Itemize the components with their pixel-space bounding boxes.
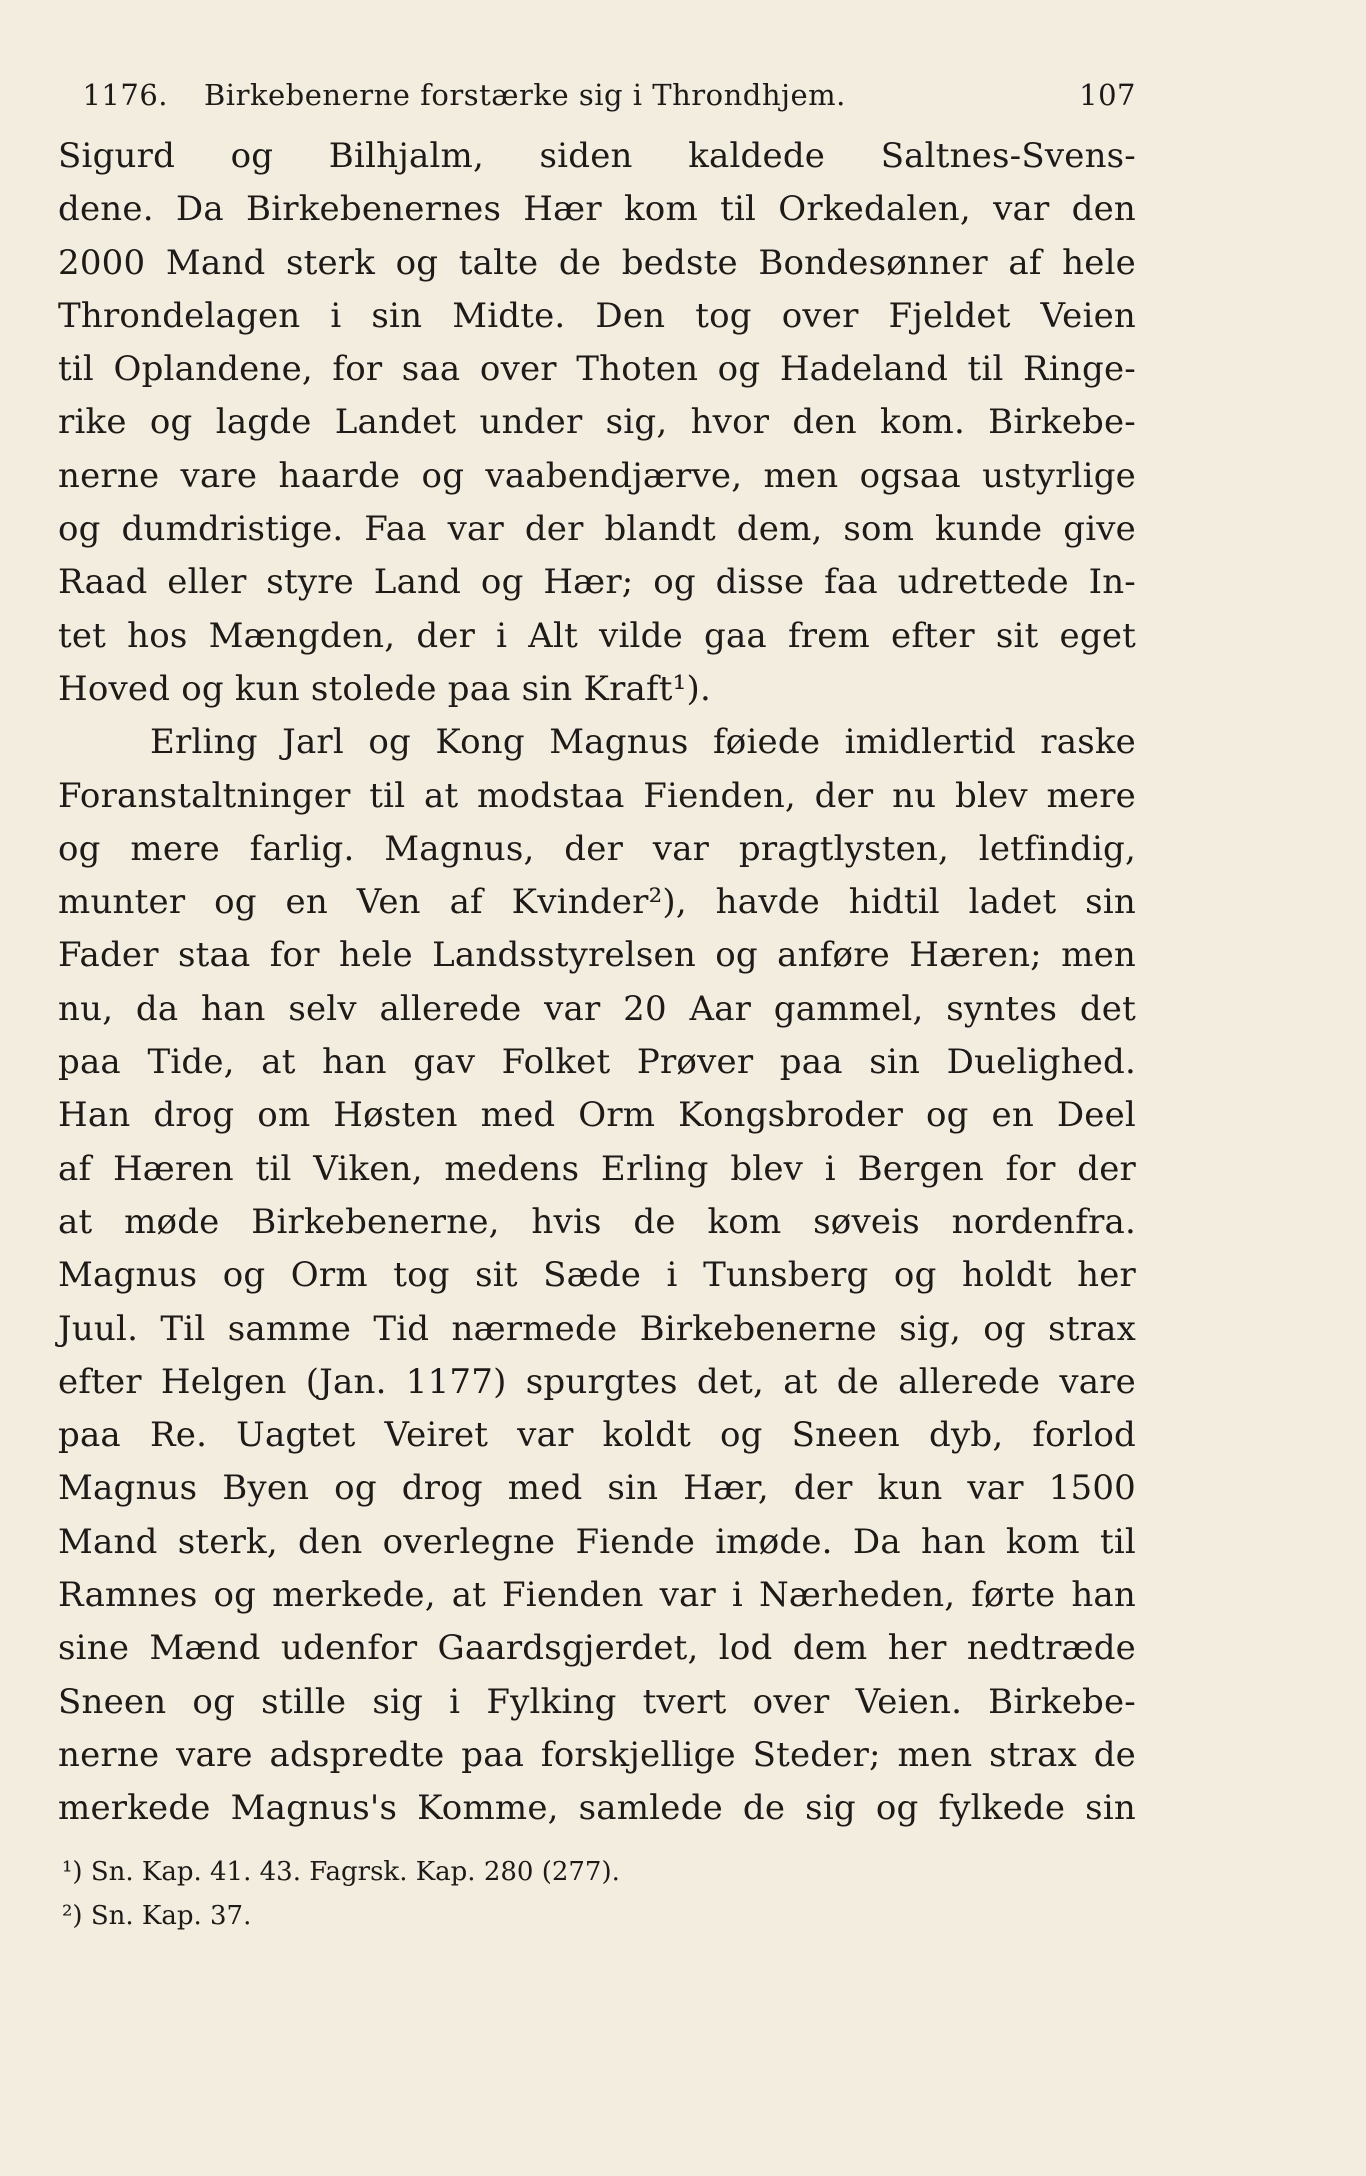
text-line: nerne vare haarde og vaabendjærve, men ogsaa ustyrlige	[58, 455, 1136, 496]
footnote: ²) Sn. Kap. 37.	[62, 1900, 252, 1931]
text-line: og mere farlig. Magnus, der var pragtlysten, letfindig,	[58, 828, 1136, 869]
text-line: rike og lagde Landet under sig, hvor den kom. Birkebe-	[58, 402, 1136, 443]
text-line: Raad eller styre Land og Hær; og disse faa udrettede In-	[58, 562, 1136, 603]
footnote: ¹) Sn. Kap. 41. 43. Fagrsk. Kap. 280 (277).	[62, 1856, 620, 1887]
page-number: 107	[1079, 78, 1136, 112]
running-header	[58, 78, 1136, 122]
text-line: Magnus Byen og drog med sin Hær, der kun var 1500	[58, 1468, 1136, 1509]
footnotes	[58, 1850, 1136, 1938]
text-line: paa Tide, at han gav Folket Prøver paa sin Duelighed.	[58, 1042, 1136, 1083]
text-line: og dumdristige. Faa var der blandt dem, som kunde give	[58, 509, 1136, 550]
text-line: nu, da han selv allerede var 20 Aar gammel, syntes det	[58, 988, 1136, 1029]
text-line: af Hæren til Viken, medens Erling blev i Bergen for der	[58, 1148, 1136, 1189]
text-line: tet hos Mængden, der i Alt vilde gaa frem efter sit eget	[58, 615, 1136, 656]
text-line: Throndelagen i sin Midte. Den tog over Fjeldet Veien	[58, 295, 1136, 336]
text-line: at møde Birkebenerne, hvis de kom søveis nordenfra.	[58, 1201, 1136, 1242]
text-line: efter Helgen (Jan. 1177) spurgtes det, at de allerede vare	[58, 1361, 1136, 1402]
book-page	[58, 78, 1136, 1938]
text-line: merkede Magnus's Komme, samlede de sig og fylkede sin	[58, 1788, 1136, 1829]
text-line: 2000 Mand sterk og talte de bedste Bondesønner af hele	[58, 242, 1136, 283]
text-line: Juul. Til samme Tid nærmede Birkebenerne sig, og strax	[58, 1308, 1136, 1349]
text-line: Ramnes og merkede, at Fienden var i Nærheden, førte han	[58, 1575, 1136, 1616]
text-line: Fader staa for hele Landsstyrelsen og anføre Hæren; men	[58, 935, 1136, 976]
text-line: Sneen og stille sig i Fylking tvert over Veien. Birkebe-	[58, 1681, 1136, 1722]
running-title: Birkebenerne forstærke sig i Throndhjem.	[204, 78, 846, 112]
text-line: Hoved og kun stolede paa sin Kraft¹).	[58, 668, 711, 709]
text-line: paa Re. Uagtet Veiret var koldt og Sneen dyb, forlod	[58, 1415, 1136, 1456]
text-line: sine Mænd udenfor Gaardsgjerdet, lod dem her nedtræde	[58, 1628, 1136, 1669]
text-line: munter og en Ven af Kvinder²), havde hidtil ladet sin	[58, 882, 1136, 923]
text-line: Sigurd og Bilhjalm, siden kaldede Saltnes-Svens-	[58, 136, 1136, 176]
text-line: Foranstaltninger til at modstaa Fienden, der nu blev mere	[58, 775, 1136, 816]
text-line: nerne vare adspredte paa forskjellige Steder; men strax de	[58, 1734, 1136, 1775]
year-heading: 1176.	[82, 78, 168, 112]
text-line: Magnus og Orm tog sit Sæde i Tunsberg og holdt her	[58, 1255, 1136, 1296]
text-line: Mand sterk, den overlegne Fiende imøde. Da han kom til	[58, 1521, 1136, 1562]
text-line: dene. Da Birkebenernes Hær kom til Orkedalen, var den	[58, 189, 1136, 230]
text-line: Erling Jarl og Kong Magnus føiede imidlertid raske	[150, 722, 1136, 763]
body-text	[58, 130, 1136, 1836]
text-line: til Oplandene, for saa over Thoten og Hadeland til Ringe-	[58, 349, 1136, 390]
text-line: Han drog om Høsten med Orm Kongsbroder og en Deel	[58, 1095, 1136, 1136]
